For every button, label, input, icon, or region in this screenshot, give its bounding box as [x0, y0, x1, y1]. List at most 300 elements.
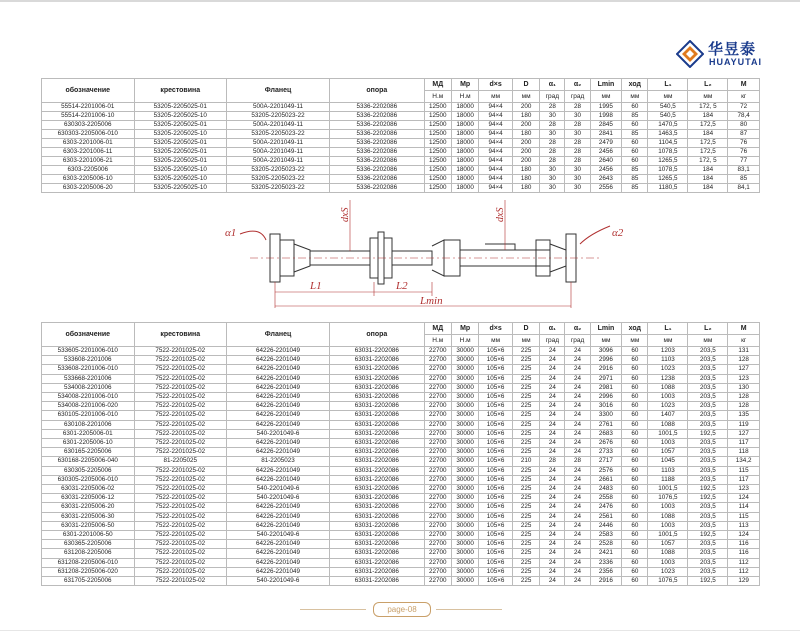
table-cell: 1088 — [648, 383, 688, 392]
table1-header-row — [42, 79, 760, 91]
table-cell: 64226-2201049 — [227, 347, 330, 356]
table-cell: 534008-2201006 — [42, 383, 135, 392]
table-cell: 28 — [540, 457, 565, 466]
table-cell: 81-2205025 — [134, 457, 227, 466]
table-cell: 24 — [565, 540, 590, 549]
footer-rule-left — [300, 609, 366, 610]
table-cell: 5336-2202086 — [330, 103, 425, 112]
table-row — [42, 347, 760, 356]
table-cell: 1078,5 — [648, 166, 688, 175]
table-cell: 119 — [728, 420, 760, 429]
table-cell: 24 — [540, 512, 565, 521]
table-cell: 1001,5 — [648, 429, 688, 438]
table-cell: 53205-2205025-01 — [134, 103, 227, 112]
table-cell: 105×6 — [479, 356, 513, 365]
table-cell: 53205-2205023-22 — [227, 130, 330, 139]
table-row — [42, 549, 760, 558]
table-cell: 2761 — [590, 420, 622, 429]
table2-unit-cell: мм — [479, 335, 513, 347]
table-cell: 1238 — [648, 374, 688, 383]
table-cell: 2916 — [590, 365, 622, 374]
table-cell: 116 — [728, 540, 760, 549]
table-cell: 203,5 — [688, 567, 728, 576]
table-cell: 63031-2202086 — [330, 485, 425, 494]
table-cell: 534008-2201006-010 — [42, 393, 135, 402]
table-cell: 60 — [622, 549, 648, 558]
table-cell: 225 — [512, 383, 539, 392]
table-cell: 2841 — [590, 130, 622, 139]
table-cell: 18000 — [451, 139, 478, 148]
table-cell: 105×6 — [479, 402, 513, 411]
table-cell: 24 — [540, 448, 565, 457]
table-cell: 105×6 — [479, 411, 513, 420]
page-number: page-08 — [373, 602, 431, 617]
table-cell: 225 — [512, 540, 539, 549]
table-cell: 12500 — [424, 184, 451, 193]
table-row — [42, 531, 760, 540]
label-alpha1: α1 — [225, 227, 237, 239]
label-dxs-right: dxS — [495, 207, 506, 222]
table2-unit-cell: кг — [728, 335, 760, 347]
table-cell: 30000 — [451, 411, 478, 420]
table-cell: 1003 — [648, 521, 688, 530]
table-cell: 85 — [622, 166, 648, 175]
table-cell: 24 — [565, 420, 590, 429]
table-cell: 631208-2205006-020 — [42, 567, 135, 576]
table-cell: 1057 — [648, 540, 688, 549]
table-cell: 53205-2205025-10 — [134, 166, 227, 175]
table-cell: 22700 — [424, 512, 451, 521]
table-cell: 30000 — [451, 531, 478, 540]
table-cell: 64226-2201049 — [227, 521, 330, 530]
table-cell: 2981 — [590, 383, 622, 392]
table-cell: 134,2 — [728, 457, 760, 466]
table-cell: 225 — [512, 558, 539, 567]
table-cell: 22700 — [424, 383, 451, 392]
table-cell: 225 — [512, 429, 539, 438]
table-cell: 63031-2202086 — [330, 411, 425, 420]
table-cell: 2640 — [590, 157, 622, 166]
table-cell: 30000 — [451, 521, 478, 530]
table-cell: 2576 — [590, 466, 622, 475]
table-cell: 2661 — [590, 475, 622, 484]
table-cell: 22700 — [424, 429, 451, 438]
table-cell: 631208-2205006 — [42, 549, 135, 558]
table-cell: 24 — [540, 411, 565, 420]
table-cell: 225 — [512, 402, 539, 411]
table-cell: 18000 — [451, 130, 478, 139]
table-cell: 192,5 — [688, 531, 728, 540]
table1-unit-cell: кг — [728, 91, 760, 103]
table-cell: 76 — [728, 139, 760, 148]
table1-unit-cell: мм — [622, 91, 648, 103]
table-cell: 123 — [728, 485, 760, 494]
table-cell: 6303-2201006-21 — [42, 157, 135, 166]
table-cell: 7522-2201025-02 — [134, 567, 227, 576]
table-cell: 24 — [565, 439, 590, 448]
table-cell: 127 — [728, 365, 760, 374]
table-cell: 30 — [540, 112, 565, 121]
table-cell: 30 — [565, 184, 590, 193]
table-cell: 60 — [622, 356, 648, 365]
table-cell: 60 — [622, 393, 648, 402]
table1-header-cell: крестовина — [134, 79, 227, 103]
table-row — [42, 439, 760, 448]
table-cell: 203,5 — [688, 457, 728, 466]
table-cell: 7522-2201025-02 — [134, 531, 227, 540]
table-cell: 94×4 — [479, 166, 513, 175]
table-row — [42, 166, 760, 175]
table-cell: 30 — [565, 112, 590, 121]
table-cell: 540-2201049-6 — [227, 531, 330, 540]
table-cell: 1407 — [648, 411, 688, 420]
table-cell: 7522-2201025-02 — [134, 420, 227, 429]
table-cell: 22700 — [424, 347, 451, 356]
table-cell: 18000 — [451, 184, 478, 193]
table-cell: 203,5 — [688, 420, 728, 429]
table-cell: 225 — [512, 374, 539, 383]
table-row — [42, 103, 760, 112]
table-cell: 94×4 — [479, 112, 513, 121]
table-cell: 63031-2202086 — [330, 365, 425, 374]
table2-header-cell: L₁ — [648, 323, 688, 335]
table-cell: 7522-2201025-02 — [134, 383, 227, 392]
table-cell: 540,5 — [648, 112, 688, 121]
table-row — [42, 512, 760, 521]
table-cell: 30 — [565, 166, 590, 175]
table-cell: 127 — [728, 429, 760, 438]
table-cell: 64226-2201049 — [227, 549, 330, 558]
table-cell: 225 — [512, 475, 539, 484]
table-cell: 18000 — [451, 112, 478, 121]
table2-header-cell: α₂ — [565, 323, 590, 335]
table-cell: 5336-2202086 — [330, 112, 425, 121]
footer-rule-right — [436, 609, 502, 610]
table-cell: 30000 — [451, 448, 478, 457]
table-cell: 30000 — [451, 503, 478, 512]
table-cell: 1003 — [648, 558, 688, 567]
table-cell: 63031-2202086 — [330, 549, 425, 558]
table-cell: 63031-2202086 — [330, 448, 425, 457]
table-cell: 60 — [622, 429, 648, 438]
table1-body — [42, 103, 760, 193]
table-cell: 1088 — [648, 420, 688, 429]
table2-unit-cell: мм — [688, 335, 728, 347]
spec-table-2 — [41, 322, 760, 586]
table-cell: 30 — [540, 166, 565, 175]
spec-table-1 — [41, 78, 760, 193]
table-cell: 28 — [565, 457, 590, 466]
table-cell: 1023 — [648, 365, 688, 374]
table-cell: 22700 — [424, 457, 451, 466]
table-cell: 24 — [540, 494, 565, 503]
table-cell: 94×4 — [479, 103, 513, 112]
table-cell: 22700 — [424, 448, 451, 457]
table-cell: 1057 — [648, 448, 688, 457]
table-cell: 28 — [540, 121, 565, 130]
table-cell: 12500 — [424, 166, 451, 175]
table-cell: 53205-2205025-01 — [134, 121, 227, 130]
table2-header-cell: ход — [622, 323, 648, 335]
table-cell: 2476 — [590, 503, 622, 512]
table2-header-cell: D — [512, 323, 539, 335]
table-cell: 7522-2201025-02 — [134, 485, 227, 494]
table-cell: 76 — [728, 148, 760, 157]
brand-name-en: HUAYUTAI — [709, 57, 763, 67]
table2-header-cell: α₁ — [540, 323, 565, 335]
table-cell: 80 — [728, 121, 760, 130]
table-cell: 105×6 — [479, 347, 513, 356]
table-cell: 2456 — [590, 148, 622, 157]
table-cell: 24 — [540, 439, 565, 448]
table1-header-cell: М — [728, 79, 760, 91]
table2-header-cell: Lmin — [590, 323, 622, 335]
table-cell: 60 — [622, 374, 648, 383]
table-cell: 12500 — [424, 148, 451, 157]
table-cell: 22700 — [424, 494, 451, 503]
table-cell: 30000 — [451, 356, 478, 365]
table-cell: 184 — [688, 175, 728, 184]
table2-header-cell: Фланец — [227, 323, 330, 347]
table-cell: 1265,5 — [648, 175, 688, 184]
table-cell: 225 — [512, 439, 539, 448]
table-cell: 53205-2205025-10 — [134, 130, 227, 139]
company-logo — [676, 38, 786, 72]
table-cell: 30000 — [451, 374, 478, 383]
table-cell: 63031-2202086 — [330, 356, 425, 365]
table-cell: 203,5 — [688, 503, 728, 512]
table-cell: 78,4 — [728, 112, 760, 121]
table-cell: 225 — [512, 512, 539, 521]
table-cell: 24 — [540, 356, 565, 365]
table-cell: 203,5 — [688, 356, 728, 365]
table-cell: 115 — [728, 466, 760, 475]
table2-header-cell: МД — [424, 323, 451, 335]
table-cell: 192,5 — [688, 494, 728, 503]
table-cell: 18000 — [451, 103, 478, 112]
table-cell: 112 — [728, 567, 760, 576]
table-cell: 5336-2202086 — [330, 130, 425, 139]
table-cell: 7522-2201025-02 — [134, 549, 227, 558]
table-cell: 533608-2201006 — [42, 356, 135, 365]
table-cell: 117 — [728, 439, 760, 448]
table-cell: 225 — [512, 356, 539, 365]
table-cell: 5336-2202086 — [330, 148, 425, 157]
table-cell: 2421 — [590, 549, 622, 558]
table-cell: 105×6 — [479, 466, 513, 475]
table-row — [42, 485, 760, 494]
table-cell: 64226-2201049 — [227, 374, 330, 383]
table-cell: 1003 — [648, 393, 688, 402]
table-cell: 203,5 — [688, 558, 728, 567]
table-cell: 225 — [512, 347, 539, 356]
table2-unit-cell: мм — [590, 335, 622, 347]
table-cell: 24 — [540, 429, 565, 438]
table-cell: 2971 — [590, 374, 622, 383]
table-cell: 1463,5 — [648, 130, 688, 139]
table-cell: 94×4 — [479, 157, 513, 166]
table-cell: 184 — [688, 112, 728, 121]
table-cell: 53205-2205025-01 — [134, 139, 227, 148]
table-cell: 115 — [728, 512, 760, 521]
table-cell: 128 — [728, 402, 760, 411]
table-cell: 22700 — [424, 503, 451, 512]
table-cell: 180 — [512, 184, 539, 193]
table-cell: 6301-2205006-10 — [42, 439, 135, 448]
table2-header-cell: d×s — [479, 323, 513, 335]
table-cell: 203,5 — [688, 383, 728, 392]
table-cell: 63031-2205006-02 — [42, 485, 135, 494]
table-row — [42, 356, 760, 365]
table-cell: 24 — [565, 558, 590, 567]
table-cell: 55514-2201006-01 — [42, 103, 135, 112]
table-cell: 1104,5 — [648, 139, 688, 148]
table-cell: 184 — [688, 130, 728, 139]
table-cell: 60 — [622, 577, 648, 586]
table-cell: 64226-2201049 — [227, 439, 330, 448]
table-cell: 2558 — [590, 494, 622, 503]
table-cell: 53205-2205025-01 — [134, 148, 227, 157]
table-cell: 129 — [728, 577, 760, 586]
table-cell: 200 — [512, 148, 539, 157]
table-cell: 180 — [512, 112, 539, 121]
table-cell: 24 — [565, 466, 590, 475]
table-cell: 1023 — [648, 567, 688, 576]
table-cell: 105×6 — [479, 558, 513, 567]
table-row — [42, 475, 760, 484]
table-cell: 84,1 — [728, 184, 760, 193]
table-cell: 6301-2201006-50 — [42, 531, 135, 540]
table-cell: 6303-2205006-20 — [42, 184, 135, 193]
table-cell: 123 — [728, 374, 760, 383]
table-cell: 2683 — [590, 429, 622, 438]
table-cell: 500А-2201049-11 — [227, 157, 330, 166]
table-cell: 24 — [540, 466, 565, 475]
label-l1: L1 — [310, 280, 322, 292]
table-cell: 105×6 — [479, 494, 513, 503]
table-cell: 172,5 — [688, 121, 728, 130]
table-cell: 63031-2202086 — [330, 503, 425, 512]
table-cell: 85 — [622, 184, 648, 193]
table-cell: 7522-2201025-02 — [134, 365, 227, 374]
table-cell: 203,5 — [688, 347, 728, 356]
table-cell: 64226-2201049 — [227, 475, 330, 484]
table-cell: 30000 — [451, 567, 478, 576]
table-cell: 12500 — [424, 121, 451, 130]
table2-header-cell: обозначение — [42, 323, 135, 347]
table-cell: 200 — [512, 157, 539, 166]
table-cell: 105×6 — [479, 485, 513, 494]
table-cell: 24 — [540, 393, 565, 402]
table-cell: 28 — [565, 148, 590, 157]
table-cell: 5336-2202086 — [330, 184, 425, 193]
table-cell: 630305-2205006 — [42, 466, 135, 475]
table-cell: 18000 — [451, 148, 478, 157]
table-row — [42, 503, 760, 512]
table-cell: 540,5 — [648, 103, 688, 112]
table2-header-row — [42, 323, 760, 335]
table2-unit-cell: мм — [622, 335, 648, 347]
table-cell: 6303-2201006-01 — [42, 139, 135, 148]
table-row — [42, 374, 760, 383]
table-cell: 64226-2201049 — [227, 503, 330, 512]
table-cell: 22700 — [424, 374, 451, 383]
table2-unit-cell: град — [565, 335, 590, 347]
table-cell: 7522-2201025-02 — [134, 540, 227, 549]
brand-name-cn: 华昱泰 — [708, 40, 757, 58]
table-cell: 192,5 — [688, 485, 728, 494]
table-cell: 18000 — [451, 121, 478, 130]
table-cell: 192,5 — [688, 577, 728, 586]
table-cell: 105×6 — [479, 393, 513, 402]
table-cell: 60 — [622, 157, 648, 166]
table-cell: 2717 — [590, 457, 622, 466]
table-cell: 64226-2201049 — [227, 466, 330, 475]
table-cell: 105×6 — [479, 475, 513, 484]
table-cell: 225 — [512, 503, 539, 512]
table-cell: 53205-2205023-22 — [227, 184, 330, 193]
table-cell: 63031-2202086 — [330, 512, 425, 521]
table-cell: 94×4 — [479, 184, 513, 193]
table-cell: 184 — [688, 166, 728, 175]
page-footer — [0, 602, 800, 618]
table-cell: 28 — [565, 157, 590, 166]
table-cell: 60 — [622, 365, 648, 374]
table-cell: 28 — [565, 139, 590, 148]
table-cell: 1023 — [648, 402, 688, 411]
table1-unit-cell: Н.м — [451, 91, 478, 103]
table-cell: 225 — [512, 567, 539, 576]
table-cell: 5336-2202086 — [330, 175, 425, 184]
table-row — [42, 112, 760, 121]
table-cell: 28 — [565, 103, 590, 112]
table-cell: 53205-2205023-22 — [227, 112, 330, 121]
table-cell: 225 — [512, 531, 539, 540]
table-cell: 60 — [622, 475, 648, 484]
table-cell: 94×4 — [479, 175, 513, 184]
table-cell: 60 — [622, 148, 648, 157]
table1-header-cell: D — [512, 79, 539, 91]
table-cell: 30000 — [451, 365, 478, 374]
table-cell: 30000 — [451, 393, 478, 402]
table-cell: 53205-2205025-10 — [134, 184, 227, 193]
table-cell: 28 — [540, 103, 565, 112]
table-cell: 22700 — [424, 356, 451, 365]
table2-header-cell: опора — [330, 323, 425, 347]
table-cell: 1180,5 — [648, 184, 688, 193]
table-cell: 24 — [565, 429, 590, 438]
table-cell: 30 — [540, 184, 565, 193]
table-cell: 225 — [512, 448, 539, 457]
table-cell: 64226-2201049 — [227, 448, 330, 457]
table-cell: 63031-2202086 — [330, 577, 425, 586]
table1-header-cell: опора — [330, 79, 425, 103]
table-cell: 24 — [540, 374, 565, 383]
table-cell: 24 — [565, 356, 590, 365]
table-cell: 203,5 — [688, 365, 728, 374]
table-cell: 1078,5 — [648, 148, 688, 157]
table-cell: 60 — [622, 439, 648, 448]
table-cell: 500А-2201049-11 — [227, 148, 330, 157]
table-cell: 7522-2201025-02 — [134, 402, 227, 411]
table-cell: 30000 — [451, 347, 478, 356]
table-row — [42, 558, 760, 567]
table2-unit-cell: Н.м — [424, 335, 451, 347]
table-cell: 124 — [728, 531, 760, 540]
table-cell: 22700 — [424, 439, 451, 448]
table-cell: 225 — [512, 411, 539, 420]
table-cell: 24 — [565, 402, 590, 411]
